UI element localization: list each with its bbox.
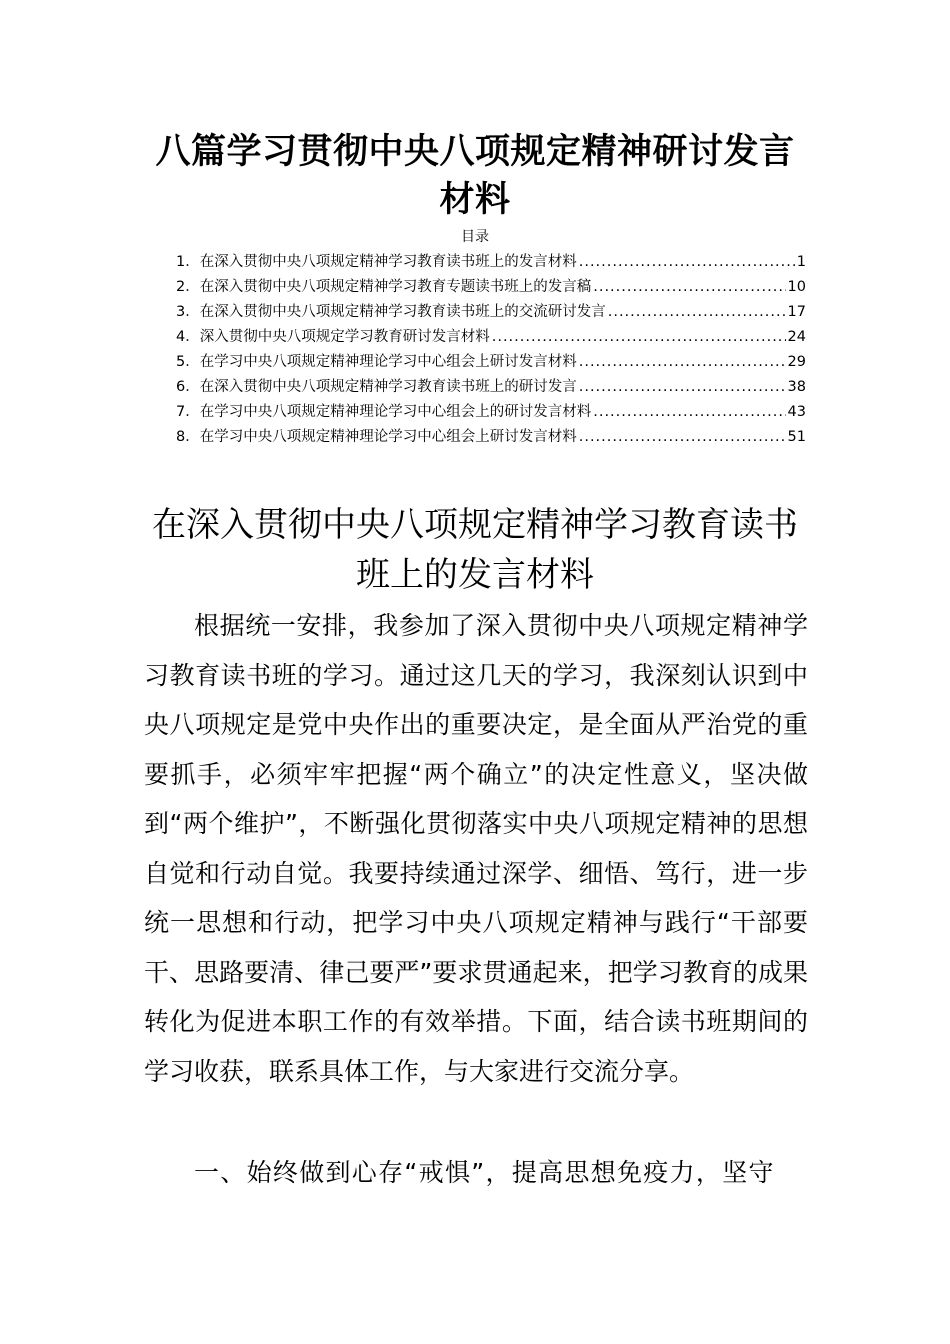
section-title: 在深入贯彻中央八项规定精神学习教育读书班上的发言材料 [152, 505, 798, 595]
toc-dot-leader [492, 325, 786, 350]
toc-entry-page: 29 [787, 354, 806, 370]
toc-entry-number: 8． [176, 429, 200, 445]
toc-entry-page: 17 [787, 304, 806, 320]
toc-entry[interactable] [176, 400, 806, 425]
toc-entry[interactable] [176, 325, 806, 350]
toc-entry-number: 6． [176, 379, 200, 395]
section-heading-1: 一、始终做到心存“戒惧”，提高思想免疫力，坚守 [194, 1158, 775, 1187]
toc-entry[interactable] [176, 375, 806, 400]
toc-entry[interactable] [176, 300, 806, 325]
toc-entry-title: 在学习中央八项规定精神理论学习中心组会上研讨发言材料 [199, 354, 577, 370]
toc-entry-title: 在学习中央八项规定精神理论学习中心组会上研讨发言材料 [199, 429, 577, 445]
toc-entry[interactable] [176, 250, 806, 275]
toc-entry[interactable] [176, 425, 806, 450]
toc-entry-page: 43 [787, 404, 806, 420]
toc-dot-leader [608, 300, 786, 325]
table-of-contents [176, 250, 806, 450]
toc-heading: 目录 [461, 229, 489, 245]
toc-entry-title: 在学习中央八项规定精神理论学习中心组会上的研讨发言材料 [199, 404, 592, 420]
toc-dot-leader [579, 375, 786, 400]
toc-entry-number: 4． [176, 329, 200, 345]
toc-entry-title: 在深入贯彻中央八项规定精神学习教育读书班上的交流研讨发言 [199, 304, 606, 320]
document-title: 八篇学习贯彻中央八项规定精神研讨发言材料 [155, 132, 795, 220]
toc-entry-number: 5． [176, 354, 200, 370]
toc-dot-leader [579, 425, 786, 450]
toc-entry-title: 在深入贯彻中央八项规定精神学习教育读书班上的发言材料 [199, 254, 577, 270]
toc-entry-title: 在深入贯彻中央八项规定精神学习教育读书班上的研讨发言 [199, 379, 577, 395]
toc-entry-number: 1． [176, 254, 200, 270]
toc-entry-number: 7． [176, 404, 200, 420]
toc-entry-number: 2． [176, 279, 200, 295]
toc-entry-number: 3． [176, 304, 200, 320]
body-paragraph: 根据统一安排，我参加了深入贯彻中央八项规定精神学习教育读书班的学习。通过这几天的学习，我深刻认识到中央八项规定是党中央作出的重要决定，是全面从严治党的重要抓手，必须牢牢把握“两个确立”的决定性意义，坚决做到“两个维护”，不断强化贯彻落实中央八项规定精神的思想自觉和行动自觉。我要持续通过深学、细悟、笃行，进一步统一思想和行动，把学习中央八项规定精神与践行“干部要干、思路要清、律己要严”要求贯通起来，把学习教育的成果转化为促进本职工作的有效举措。下面，结合读书班期间的学习收获，联系具体工作，与大家进行交流分享。 [144, 611, 808, 1086]
toc-dot-leader [579, 250, 795, 275]
toc-entry-page: 10 [787, 279, 806, 295]
toc-entry-title: 深入贯彻中央八项规定学习教育研讨发言材料 [199, 329, 490, 345]
toc-entry-page: 1 [796, 254, 806, 270]
toc-dot-leader [593, 400, 785, 425]
toc-entry-page: 38 [787, 379, 806, 395]
toc-entry[interactable] [176, 350, 806, 375]
toc-entry-title: 在深入贯彻中央八项规定精神学习教育专题读书班上的发言稿 [199, 279, 592, 295]
toc-entry-page: 24 [787, 329, 806, 345]
toc-dot-leader [579, 350, 786, 375]
toc-entry-page: 51 [787, 429, 806, 445]
toc-dot-leader [593, 275, 785, 300]
toc-entry[interactable] [176, 275, 806, 300]
